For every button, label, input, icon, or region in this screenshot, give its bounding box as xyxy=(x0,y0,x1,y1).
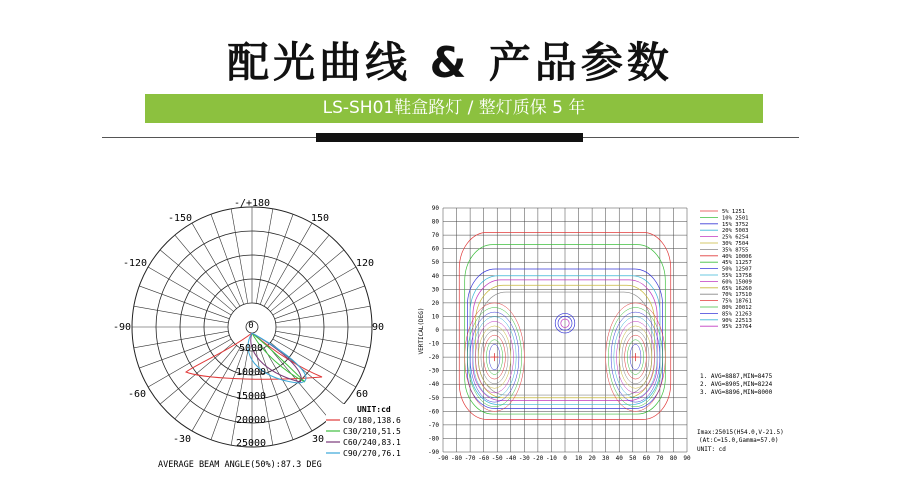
isolux-x-tick: -60 xyxy=(478,455,490,462)
isolux-x-ticks xyxy=(438,455,691,462)
isolux-y-tick: -30 xyxy=(428,367,439,375)
polar-spoke xyxy=(175,235,237,309)
isolux-y-tick: 60 xyxy=(431,245,439,253)
isolux-x-tick: -20 xyxy=(532,455,544,462)
polar-legend xyxy=(326,404,412,460)
polar-spoke xyxy=(231,209,248,304)
isolux-x-tick: -40 xyxy=(505,455,517,462)
isolux-unit-line: UNIT: cd xyxy=(697,446,726,453)
isolux-y-tick: -80 xyxy=(428,435,439,443)
page-title: 配光曲线 & 产品参数 xyxy=(227,38,673,87)
polar-spoke xyxy=(148,339,231,387)
polar-angle-bottom-right: 30 xyxy=(311,434,325,445)
polar-spoke xyxy=(275,286,365,319)
isolux-y-tick: 20 xyxy=(431,299,439,307)
isolux-y-tick: -50 xyxy=(428,394,439,402)
polar-unit-label: UNIT:cd xyxy=(357,405,391,414)
polar-spoke xyxy=(160,250,234,312)
isolux-x-tick: 40 xyxy=(615,455,623,462)
polar-spoke xyxy=(134,306,229,323)
imax-line: Imax:25015(H54.0,V-21.5) xyxy=(697,429,784,436)
imax-position-line: (At:C=15.0,Gamma=57.0) xyxy=(699,437,779,444)
radial-label-4: 20000 xyxy=(235,415,267,426)
isolux-y-tick: -20 xyxy=(428,354,439,362)
isolux-y-tick: -90 xyxy=(428,449,439,456)
polar-spoke xyxy=(139,286,229,319)
polar-spoke xyxy=(256,209,273,304)
polar-angle-right: 90 xyxy=(371,322,385,333)
legend-label-c60: C60/240,83.1 xyxy=(343,438,401,447)
isolux-x-tick: 20 xyxy=(588,455,596,462)
polar-angle-right-upper: 120 xyxy=(355,258,375,269)
isolux-legend-label: 5% 1251 xyxy=(722,209,746,215)
polar-spoke xyxy=(175,345,237,419)
polar-spoke xyxy=(260,214,293,304)
isolux-legend-label: 85% 21263 xyxy=(722,311,752,318)
isolux-y-ticks xyxy=(428,205,439,456)
radial-label-3: 15000 xyxy=(235,391,267,402)
polar-spoke xyxy=(134,331,229,348)
isocandela-diagram xyxy=(443,208,687,452)
polar-angle-left: -90 xyxy=(112,322,132,333)
isolux-legend-label: 10% 2501 xyxy=(722,215,749,222)
isolux-y-tick: 90 xyxy=(431,205,439,212)
isolux-legend-label: 25% 6254 xyxy=(722,234,749,241)
isolux-x-tick: 90 xyxy=(683,455,691,462)
isolux-y-tick: 50 xyxy=(431,259,439,267)
legend-label-c30: C30/210,51.5 xyxy=(343,427,401,436)
isolux-x-tick: -10 xyxy=(546,455,557,462)
isolux-legend-label: 40% 10006 xyxy=(722,253,752,260)
legend-label-c0: C0/180,138.6 xyxy=(343,416,401,425)
isolux-legend-label: 75% 18761 xyxy=(722,298,752,305)
polar-spoke xyxy=(276,331,371,348)
isolux-legend-label: 65% 16260 xyxy=(722,285,752,292)
isolux-y-tick: -40 xyxy=(428,381,439,389)
isolux-x-tick: -50 xyxy=(491,455,503,462)
isolux-y-tick: -70 xyxy=(428,421,439,429)
beam-angle-caption: AVERAGE BEAM ANGLE(50%):87.3 DEG xyxy=(158,460,322,470)
polar-angle-top: -/+180 xyxy=(233,198,271,209)
polar-angle-right-lower: 60 xyxy=(355,389,369,400)
isolux-x-tick: 60 xyxy=(642,455,650,462)
polar-spoke xyxy=(264,223,312,306)
isolux-y-tick: 80 xyxy=(431,218,439,226)
isolux-y-tick: 0 xyxy=(435,327,439,334)
polar-angle-upper-right: 150 xyxy=(310,213,330,224)
isolux-x-tick: 50 xyxy=(629,455,637,462)
isolux-legend-label: 20% 5003 xyxy=(722,228,749,235)
isolux-x-tick: 80 xyxy=(669,455,678,462)
isolux-x-tick: -30 xyxy=(518,455,530,462)
isolux-legend-label: 90% 22513 xyxy=(722,317,752,324)
polar-spoke xyxy=(192,223,240,306)
isolux-legend xyxy=(700,209,752,330)
isolux-legend-label: 80% 20012 xyxy=(722,305,752,311)
isolux-legend-label: 95% 23764 xyxy=(722,324,752,331)
isolux-x-tick: 30 xyxy=(602,455,610,462)
avg-line-2: 2. AVG=8905,MIN=8224 xyxy=(700,381,773,388)
isolux-x-tick: 0 xyxy=(563,455,567,462)
polar-spoke xyxy=(267,345,329,419)
isolux-legend-label: 30% 7504 xyxy=(722,241,749,247)
isolux-y-tick: -60 xyxy=(428,408,439,416)
isolux-x-tick: 10 xyxy=(574,455,583,462)
radial-label-5: 25000 xyxy=(235,438,267,449)
polar-spoke xyxy=(273,267,356,315)
avg-line-3: 3. AVG=8896,MIN=8000 xyxy=(700,389,773,396)
isolux-legend-label: 35% 8755 xyxy=(722,247,749,254)
isolux-y-tick: 40 xyxy=(431,272,439,280)
isolux-legend-label: 55% 13758 xyxy=(722,273,752,279)
polar-angle-left-upper: -120 xyxy=(122,258,148,269)
isolux-legend-label: 60% 15009 xyxy=(722,279,752,286)
product-banner: LS-SH01鞋盒路灯 / 整灯质保 5 年 xyxy=(145,94,763,123)
polar-angle-bottom-left: -30 xyxy=(172,434,192,445)
isolux-x-tick: -80 xyxy=(451,455,462,462)
polar-spoke xyxy=(267,235,329,309)
isolux-x-tick: 70 xyxy=(656,455,664,462)
isolux-legend-label: 15% 3752 xyxy=(722,221,749,228)
isolux-y-tick: 70 xyxy=(431,232,439,240)
polar-center-label: 0 xyxy=(248,321,254,331)
isolux-legend-label: 50% 12507 xyxy=(722,266,752,273)
radial-label-1: 5000 xyxy=(238,343,264,354)
isolux-x-tick: -70 xyxy=(464,455,476,462)
avg-line-1: 1. AVG=8887,MIN=8475 xyxy=(700,373,773,380)
isolux-y-tick: 10 xyxy=(431,313,439,321)
isolux-legend-label: 45% 11257 xyxy=(722,260,752,267)
polar-angle-upper-left: -150 xyxy=(167,213,193,224)
isolux-y-tick: -10 xyxy=(428,340,439,348)
polar-spoke xyxy=(275,335,365,368)
legend-label-c90: C90/270,76.1 xyxy=(343,449,401,458)
isolux-y-tick: 30 xyxy=(431,286,439,294)
isolux-y-axis-label: VERTICAL(DEG) xyxy=(418,307,425,355)
polar-spoke xyxy=(211,214,244,304)
isolux-legend-label: 70% 17510 xyxy=(722,292,752,299)
polar-angle-left-lower: -60 xyxy=(127,389,147,400)
polar-spoke xyxy=(276,306,371,323)
isolux-x-tick: -90 xyxy=(437,455,449,462)
polar-spoke xyxy=(264,348,312,431)
radial-label-2: 10000 xyxy=(235,367,267,378)
polar-spoke xyxy=(192,348,240,431)
polar-spoke xyxy=(270,250,344,312)
polar-spoke xyxy=(148,267,231,315)
polar-spoke xyxy=(139,335,229,368)
